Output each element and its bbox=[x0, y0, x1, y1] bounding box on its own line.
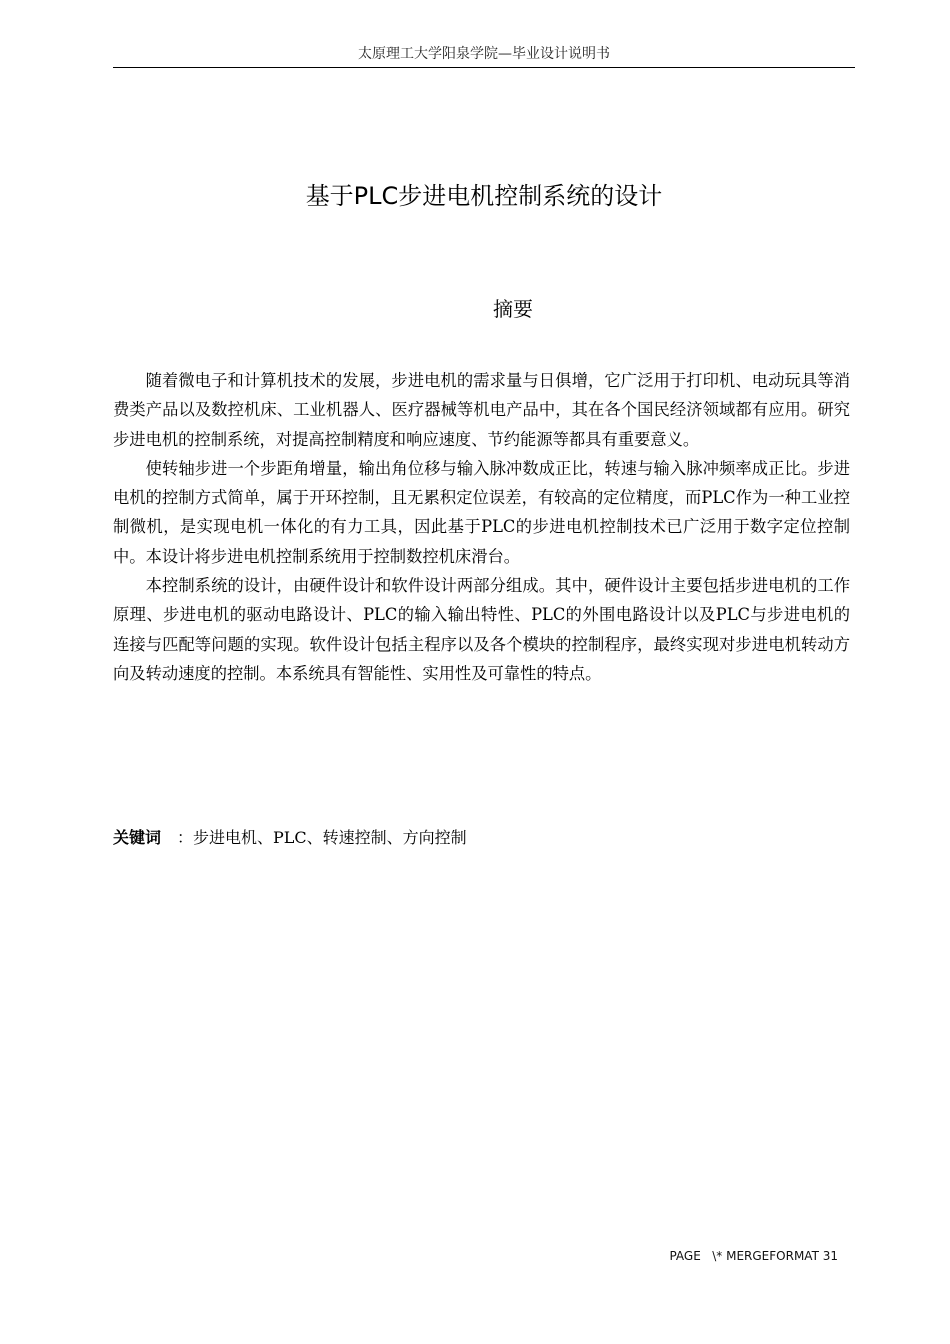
abstract-paragraph-3: 本控制系统的设计，由硬件设计和软件设计两部分组成。其中，硬件设计主要包括步进电机的工作原理、步进电机的驱动电路设计、PLC的输入输出特性、PLC的外围电路设计以及PLC与步进电机的连接与匹配等问题的实现。软件设计包括主程序以及各个模块的控制程序，最终实现对步进电机转动方向及转动速度的控制。本系统具有智能性、实用性及可靠性的特点。 bbox=[113, 576, 850, 683]
keywords-line bbox=[113, 823, 850, 853]
keywords-label: 关键词 bbox=[113, 828, 162, 847]
abstract-paragraph-2: 使转轴步进一个步距角增量，输出角位移与输入脉冲数成正比，转速与输入脉冲频率成正比。步进电机的控制方式简单，属于开环控制，且无累积定位误差，有较高的定位精度，而PLC作为一种工业控制微机，是实现电机一体化的有力工具，因此基于PLC的步进电机控制技术已广泛用于数字定位控制中。本设计将步进电机控制系统用于控制数控机床滑台。 bbox=[113, 458, 850, 566]
document-title: 基于PLC步进电机控制系统的设计 bbox=[305, 182, 663, 210]
page-footer bbox=[669, 1247, 838, 1265]
abstract-body bbox=[113, 366, 850, 688]
page-number-field: PAGE \* MERGEFORMAT 31 bbox=[669, 1249, 838, 1263]
keywords-text: ：步进电机、PLC、转速控制、方向控制 bbox=[177, 828, 467, 847]
header-text: 太原理工大学阳泉学院—毕业设计说明书 bbox=[358, 46, 610, 62]
abstract-heading: 摘要 bbox=[493, 297, 533, 321]
page-header bbox=[113, 45, 855, 68]
abstract-paragraph-1: 随着微电子和计算机技术的发展，步进电机的需求量与日俱增，它广泛用于打印机、电动玩具等消费类产品以及数控机床、工业机器人、医疗器械等机电产品中，其在各个国民经济领域都有应用。研究步进电机的控制系统，对提高控制精度和响应速度、节约能源等都具有重要意义。 bbox=[113, 371, 850, 449]
